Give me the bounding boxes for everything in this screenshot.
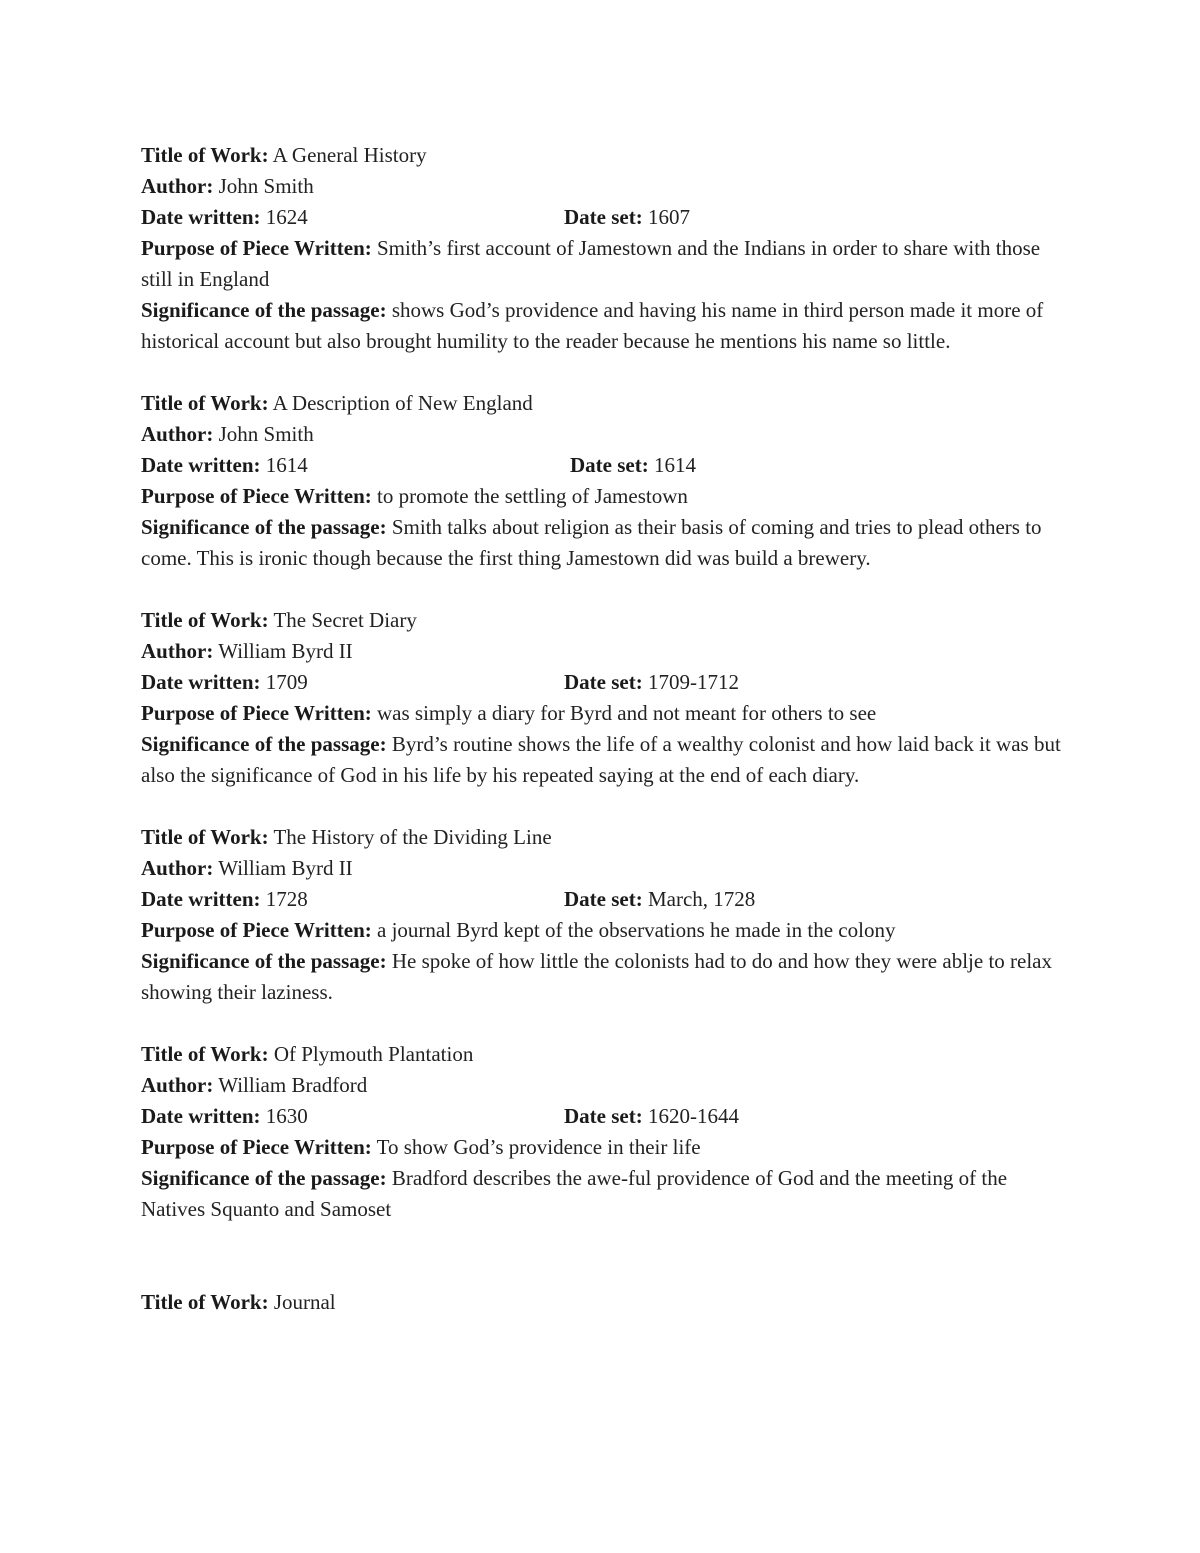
purpose-label: Purpose of Piece Written: bbox=[141, 918, 372, 942]
significance-line bbox=[141, 1163, 1071, 1225]
purpose-value: was simply a diary for Byrd and not meant for others to see bbox=[377, 701, 877, 725]
author-label: Author: bbox=[141, 1073, 214, 1097]
date-written-label: Date written: bbox=[141, 887, 261, 911]
date-set-label: Date set: bbox=[564, 670, 643, 694]
spacer bbox=[141, 357, 1071, 388]
title-line bbox=[141, 388, 1071, 419]
author-value: John Smith bbox=[218, 422, 314, 446]
purpose-value: a journal Byrd kept of the observations he made in the colony bbox=[377, 918, 896, 942]
title-label: Title of Work: bbox=[141, 608, 269, 632]
date-written-label: Date written: bbox=[141, 670, 261, 694]
purpose-label: Purpose of Piece Written: bbox=[141, 484, 372, 508]
author-value: William Byrd II bbox=[218, 856, 353, 880]
title-value: The History of the Dividing Line bbox=[273, 825, 552, 849]
purpose-line bbox=[141, 698, 1071, 729]
purpose-value: Smith’s first account of Jamestown and the Indians in order to share with those still in England bbox=[141, 236, 1041, 291]
date-written-value: 1630 bbox=[265, 1104, 308, 1128]
spacer bbox=[141, 791, 1071, 822]
purpose-label: Purpose of Piece Written: bbox=[141, 1135, 372, 1159]
document-page bbox=[141, 140, 1071, 1318]
title-line bbox=[141, 140, 1071, 171]
date-set bbox=[570, 450, 696, 481]
title-line bbox=[141, 1039, 1071, 1070]
work-entry bbox=[141, 1039, 1071, 1225]
date-set-value: 1607 bbox=[647, 205, 690, 229]
date-written-value: 1624 bbox=[265, 205, 308, 229]
title-label: Title of Work: bbox=[141, 1290, 269, 1314]
date-written bbox=[141, 450, 308, 481]
significance-label: Significance of the passage: bbox=[141, 1166, 387, 1190]
spacer bbox=[141, 574, 1071, 605]
significance-label: Significance of the passage: bbox=[141, 949, 387, 973]
date-set bbox=[564, 202, 690, 233]
significance-value: He spoke of how little the colonists had to do and how they were ablje to relax showing their laziness. bbox=[141, 949, 1052, 1004]
title-label: Title of Work: bbox=[141, 391, 269, 415]
date-set bbox=[564, 667, 739, 698]
date-set-label: Date set: bbox=[564, 887, 643, 911]
author-value: William Byrd II bbox=[218, 639, 353, 663]
date-set-value: 1620-1644 bbox=[647, 1104, 739, 1128]
significance-label: Significance of the passage: bbox=[141, 298, 387, 322]
author-line bbox=[141, 171, 1071, 202]
title-line bbox=[141, 605, 1071, 636]
date-set-label: Date set: bbox=[564, 205, 643, 229]
title-value: A General History bbox=[272, 143, 427, 167]
date-written bbox=[141, 1101, 308, 1132]
author-label: Author: bbox=[141, 422, 214, 446]
date-written-label: Date written: bbox=[141, 205, 261, 229]
title-value: A Description of New England bbox=[272, 391, 533, 415]
significance-line bbox=[141, 729, 1071, 791]
title-label: Title of Work: bbox=[141, 143, 269, 167]
date-set-label: Date set: bbox=[564, 1104, 643, 1128]
author-label: Author: bbox=[141, 639, 214, 663]
work-entry bbox=[141, 605, 1071, 791]
purpose-line bbox=[141, 1132, 1071, 1163]
dates-line bbox=[141, 667, 1071, 698]
significance-value: Byrd’s routine shows the life of a wealthy colonist and how laid back it was but also the significance of God in his life by his repeated saying at the end of each diary. bbox=[141, 732, 1061, 787]
author-line bbox=[141, 1070, 1071, 1101]
work-entry bbox=[141, 388, 1071, 574]
title-value: Of Plymouth Plantation bbox=[273, 1042, 474, 1066]
date-written-value: 1728 bbox=[265, 887, 308, 911]
significance-line bbox=[141, 946, 1071, 1008]
author-label: Author: bbox=[141, 856, 214, 880]
purpose-label: Purpose of Piece Written: bbox=[141, 701, 372, 725]
date-written bbox=[141, 884, 308, 915]
date-written-value: 1709 bbox=[265, 670, 308, 694]
purpose-label: Purpose of Piece Written: bbox=[141, 236, 372, 260]
author-value: John Smith bbox=[218, 174, 314, 198]
dates-line bbox=[141, 884, 1071, 915]
dates-line bbox=[141, 202, 1071, 233]
title-label: Title of Work: bbox=[141, 1042, 269, 1066]
work-entry bbox=[141, 822, 1071, 1008]
title-value: The Secret Diary bbox=[273, 608, 417, 632]
purpose-value: To show God’s providence in their life bbox=[376, 1135, 701, 1159]
date-set-value: March, 1728 bbox=[647, 887, 756, 911]
work-entry bbox=[141, 1287, 1071, 1318]
author-line bbox=[141, 636, 1071, 667]
date-set-value: 1709-1712 bbox=[647, 670, 739, 694]
spacer bbox=[141, 1225, 1071, 1287]
date-written-label: Date written: bbox=[141, 453, 261, 477]
title-line bbox=[141, 1287, 1071, 1318]
purpose-line bbox=[141, 481, 1071, 512]
date-written-label: Date written: bbox=[141, 1104, 261, 1128]
title-value: Journal bbox=[273, 1290, 336, 1314]
title-line bbox=[141, 822, 1071, 853]
date-written bbox=[141, 667, 308, 698]
purpose-line bbox=[141, 233, 1071, 295]
significance-line bbox=[141, 512, 1071, 574]
significance-label: Significance of the passage: bbox=[141, 732, 387, 756]
dates-line bbox=[141, 1101, 1071, 1132]
date-set bbox=[564, 884, 755, 915]
significance-value: Smith talks about religion as their basis of coming and tries to plead others to come. This is ironic though because the first thing Jamestown did was build a brewery. bbox=[141, 515, 1042, 570]
author-label: Author: bbox=[141, 174, 214, 198]
significance-value: shows God’s providence and having his name in third person made it more of historical account but also brought humility to the reader because he mentions his name so little. bbox=[141, 298, 1044, 353]
date-set bbox=[564, 1101, 739, 1132]
author-line bbox=[141, 853, 1071, 884]
date-written bbox=[141, 202, 308, 233]
date-written-value: 1614 bbox=[265, 453, 308, 477]
date-set-label: Date set: bbox=[570, 453, 649, 477]
author-line bbox=[141, 419, 1071, 450]
significance-line bbox=[141, 295, 1071, 357]
purpose-line bbox=[141, 915, 1071, 946]
title-label: Title of Work: bbox=[141, 825, 269, 849]
purpose-value: to promote the settling of Jamestown bbox=[377, 484, 688, 508]
work-entry bbox=[141, 140, 1071, 357]
author-value: William Bradford bbox=[218, 1073, 368, 1097]
date-set-value: 1614 bbox=[653, 453, 696, 477]
dates-line bbox=[141, 450, 1071, 481]
spacer bbox=[141, 1008, 1071, 1039]
significance-label: Significance of the passage: bbox=[141, 515, 387, 539]
significance-value: Bradford describes the awe-ful providence of God and the meeting of the Natives Squanto and Samoset bbox=[141, 1166, 1008, 1221]
